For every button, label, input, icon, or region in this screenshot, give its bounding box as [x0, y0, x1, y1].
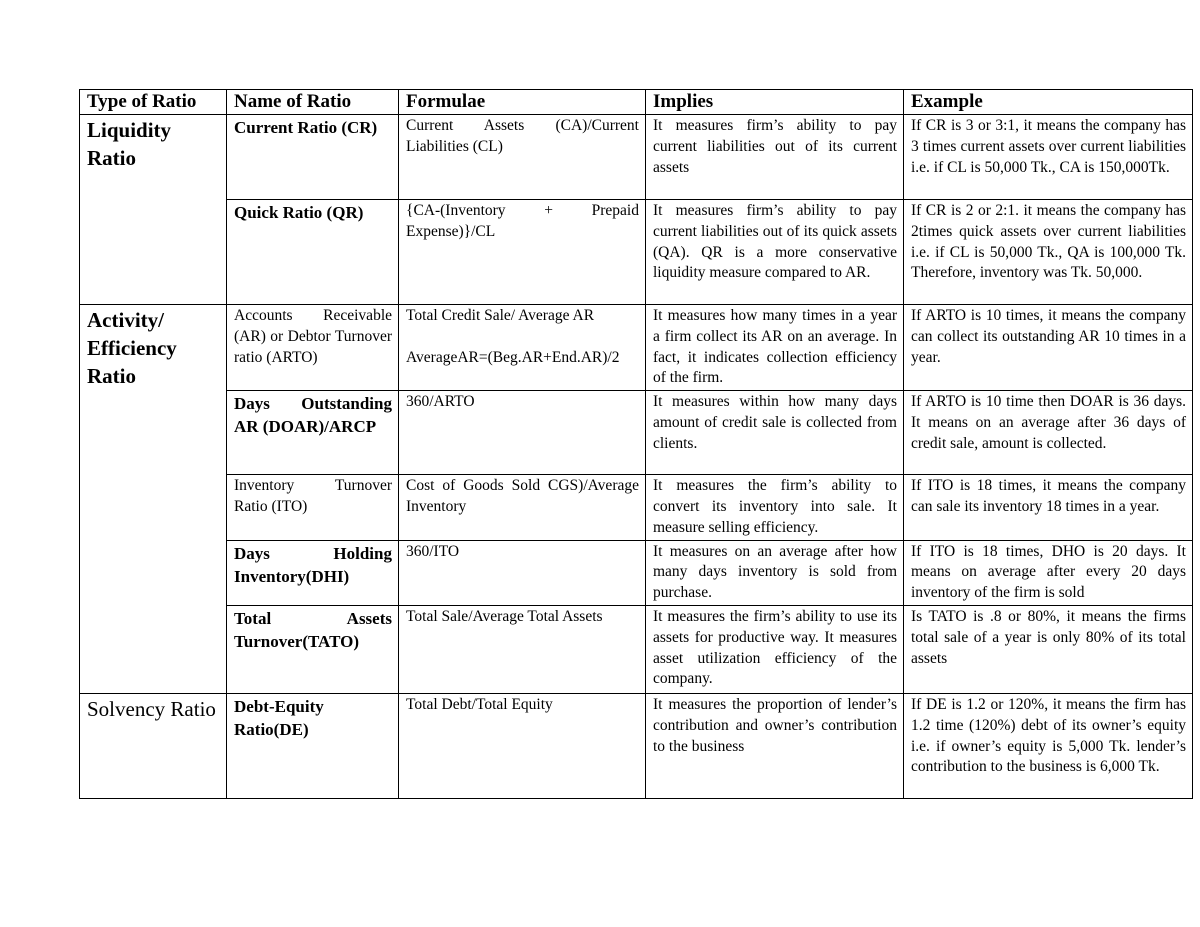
header-type: Type of Ratio	[80, 90, 227, 115]
formula-cell: 360/ITO	[399, 540, 646, 605]
name-cell: Accounts Receivable (AR) or Debtor Turnover ratio (ARTO)	[227, 305, 399, 391]
formula-cell: Total Debt/Total Equity	[399, 693, 646, 798]
header-row	[80, 90, 1193, 115]
header-implies: Implies	[646, 90, 904, 115]
table-row	[80, 605, 1193, 693]
header-name: Name of Ratio	[227, 90, 399, 115]
table-row	[80, 391, 1193, 475]
table-row	[80, 305, 1193, 391]
name-cell: Inventory Turnover Ratio (ITO)	[227, 475, 399, 540]
implies-cell: It measures within how many days amount of credit sale is collected from clients.	[646, 391, 904, 475]
table-row	[80, 475, 1193, 540]
implies-cell: It measures how many times in a year a firm collect its AR on an average. In fact, it indicates collection efficiency of the firm.	[646, 305, 904, 391]
example-cell: If ITO is 18 times, it means the company can sale its inventory 18 times in a year.	[904, 475, 1193, 540]
name-cell: Total Assets Turnover(TATO)	[227, 605, 399, 693]
header-example: Example	[904, 90, 1193, 115]
table-row	[80, 115, 1193, 200]
formula-cell: {CA-(Inventory + Prepaid Expense)}/CL	[399, 200, 646, 305]
ratio-table	[79, 89, 1193, 799]
implies-cell: It measures the firm’s ability to convert its inventory into sale. It measure selling efficiency.	[646, 475, 904, 540]
formula-line: Total Credit Sale/ Average AR	[406, 307, 595, 324]
table-row	[80, 693, 1193, 798]
implies-cell: It measures the firm’s ability to use its assets for productive way. It measures asset utilization efficiency of the company.	[646, 605, 904, 693]
type-cell-liquidity: Liquidity Ratio	[80, 115, 227, 305]
formula-cell: Current Assets (CA)/Current Liabilities (CL)	[399, 115, 646, 200]
table-row	[80, 540, 1193, 605]
example-cell: If DE is 1.2 or 120%, it means the firm has 1.2 time (120%) debt of its owner’s equity i.e. if owner’s equity is 5,000 Tk. lender’s contribution to the business is 6,000 Tk.	[904, 693, 1193, 798]
example-cell: If ITO is 18 times, DHO is 20 days. It means on average after every 20 days inventory of the firm is sold	[904, 540, 1193, 605]
implies-cell: It measures on an average after how many days inventory is sold from purchase.	[646, 540, 904, 605]
name-cell: Quick Ratio (QR)	[227, 200, 399, 305]
header-formulae: Formulae	[399, 90, 646, 115]
formula-cell: Total Sale/Average Total Assets	[399, 605, 646, 693]
example-cell: If ARTO is 10 times, it means the company can collect its outstanding AR 10 times in a year.	[904, 305, 1193, 391]
implies-cell: It measures firm’s ability to pay current liabilities out of its current assets	[646, 115, 904, 200]
formula-cell	[399, 305, 646, 391]
example-cell: Is TATO is .8 or 80%, it means the firms total sale of a year is only 80% of its total assets	[904, 605, 1193, 693]
implies-cell: It measures the proportion of lender’s contribution and owner’s contribution to the business	[646, 693, 904, 798]
example-cell: If CR is 2 or 2:1. it means the company has 2times quick assets over current liabilities i.e. if CL is 50,000 Tk., QA is 100,000 Tk. Therefore, inventory was Tk. 50,000.	[904, 200, 1193, 305]
formula-line: AverageAR=(Beg.AR+End.AR)/2	[406, 348, 620, 366]
name-cell: Days Holding Inventory(DHI)	[227, 540, 399, 605]
type-cell-solvency: Solvency Ratio	[80, 693, 227, 798]
table-row	[80, 200, 1193, 305]
type-cell-activity: Activity/ Efficiency Ratio	[80, 305, 227, 694]
formula-cell: Cost of Goods Sold CGS)/Average Inventory	[399, 475, 646, 540]
name-cell: Current Ratio (CR)	[227, 115, 399, 200]
example-cell: If CR is 3 or 3:1, it means the company has 3 times current assets over current liabilities i.e. if CL is 50,000 Tk., CA is 150,000Tk.	[904, 115, 1193, 200]
name-cell: Debt-Equity Ratio(DE)	[227, 693, 399, 798]
implies-cell: It measures firm’s ability to pay current liabilities out of its quick assets (QA). QR is a more conservative liquidity measure compared to AR.	[646, 200, 904, 305]
formula-cell: 360/ARTO	[399, 391, 646, 475]
name-cell: Days Outstanding AR (DOAR)/ARCP	[227, 391, 399, 475]
example-cell: If ARTO is 10 time then DOAR is 36 days. It means on an average after 36 days of credit sale, amount is collected.	[904, 391, 1193, 475]
